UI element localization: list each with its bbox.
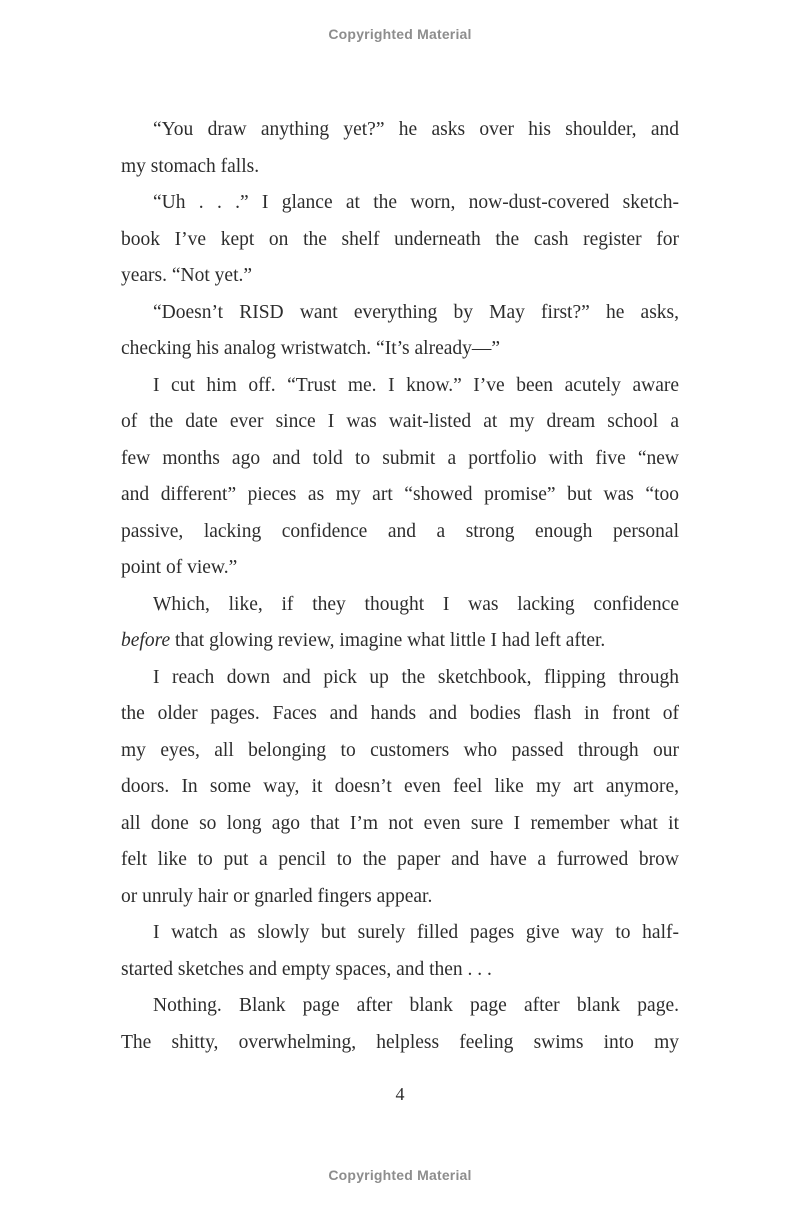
text-segment: I watch as slowly but surely filled pages give way to half- bbox=[153, 922, 679, 943]
text-segment: that glowing review, imagine what little I had left after. bbox=[170, 630, 606, 651]
text-segment: few months ago and told to submit a portfolio with five “new bbox=[121, 447, 679, 469]
text-line bbox=[121, 331, 679, 368]
text-segment: point of view.” bbox=[121, 557, 238, 578]
text-segment: my eyes, all belonging to customers who passed through our bbox=[121, 739, 679, 761]
text-line bbox=[121, 952, 679, 989]
text-segment: book I’ve kept on the shelf underneath the cash register for bbox=[121, 228, 679, 250]
text-line bbox=[121, 806, 679, 843]
text-line bbox=[121, 295, 679, 332]
text-line bbox=[121, 587, 679, 624]
text-line bbox=[121, 477, 679, 514]
top-copyright-notice: Copyrighted Material bbox=[328, 26, 472, 42]
text-segment: Which, like, if they thought I was lacking confidence bbox=[153, 593, 679, 615]
text-segment: I cut him off. “Trust me. I know.” I’ve been acutely aware bbox=[153, 374, 679, 396]
text-line bbox=[121, 112, 679, 149]
text-line bbox=[121, 879, 679, 916]
text-line bbox=[121, 404, 679, 441]
text-segment: of the date ever since I was wait-listed at my dream school a bbox=[121, 411, 679, 432]
text-segment: the older pages. Faces and hands and bodies flash in front of bbox=[121, 703, 679, 724]
text-line bbox=[121, 185, 679, 222]
text-line bbox=[121, 1025, 679, 1062]
text-segment: or unruly hair or gnarled fingers appear. bbox=[121, 885, 433, 907]
text-line bbox=[121, 258, 679, 295]
text-line bbox=[121, 441, 679, 478]
text-segment: “You draw anything yet?” he asks over his shoulder, and bbox=[153, 119, 679, 140]
text-segment: doors. In some way, it doesn’t even feel like my art anymore, bbox=[121, 776, 679, 797]
text-line bbox=[121, 696, 679, 733]
text-segment-italic: before bbox=[121, 630, 171, 651]
text-segment: felt like to put a pencil to the paper and have a furrowed brow bbox=[121, 849, 679, 870]
text-line bbox=[121, 222, 679, 259]
text-line bbox=[121, 769, 679, 806]
text-segment: all done so long ago that I’m not even sure I remember what it bbox=[121, 812, 679, 834]
text-segment: checking his analog wristwatch. “It’s already—” bbox=[121, 338, 501, 359]
text-line bbox=[121, 915, 679, 952]
text-line bbox=[121, 623, 679, 660]
text-segment: The shitty, overwhelming, helpless feeling swims into my bbox=[121, 1031, 679, 1053]
text-line bbox=[121, 514, 679, 551]
text-line bbox=[121, 149, 679, 186]
text-segment: my stomach falls. bbox=[121, 155, 260, 177]
text-line bbox=[121, 842, 679, 879]
text-segment: Nothing. Blank page after blank page after blank page. bbox=[153, 995, 679, 1016]
text-line bbox=[121, 368, 679, 405]
text-line bbox=[121, 550, 679, 587]
text-segment: “Doesn’t RISD want everything by May first?” he asks, bbox=[153, 301, 679, 323]
text-line bbox=[121, 988, 679, 1025]
text-segment: years. “Not yet.” bbox=[121, 265, 253, 286]
page-number: 4 bbox=[395, 1084, 405, 1104]
bottom-copyright-notice: Copyrighted Material bbox=[328, 1167, 472, 1183]
text-segment: passive, lacking confidence and a strong enough personal bbox=[121, 520, 679, 542]
text-line bbox=[121, 660, 679, 697]
text-segment: and different” pieces as my art “showed promise” but was “too bbox=[121, 484, 679, 505]
text-line bbox=[121, 733, 679, 770]
text-segment: started sketches and empty spaces, and then . . . bbox=[121, 958, 492, 980]
text-segment: I reach down and pick up the sketchbook, flipping through bbox=[153, 666, 679, 688]
text-segment: “Uh . . .” I glance at the worn, now-dust-covered sketch- bbox=[153, 192, 679, 213]
page-text bbox=[121, 112, 679, 1061]
